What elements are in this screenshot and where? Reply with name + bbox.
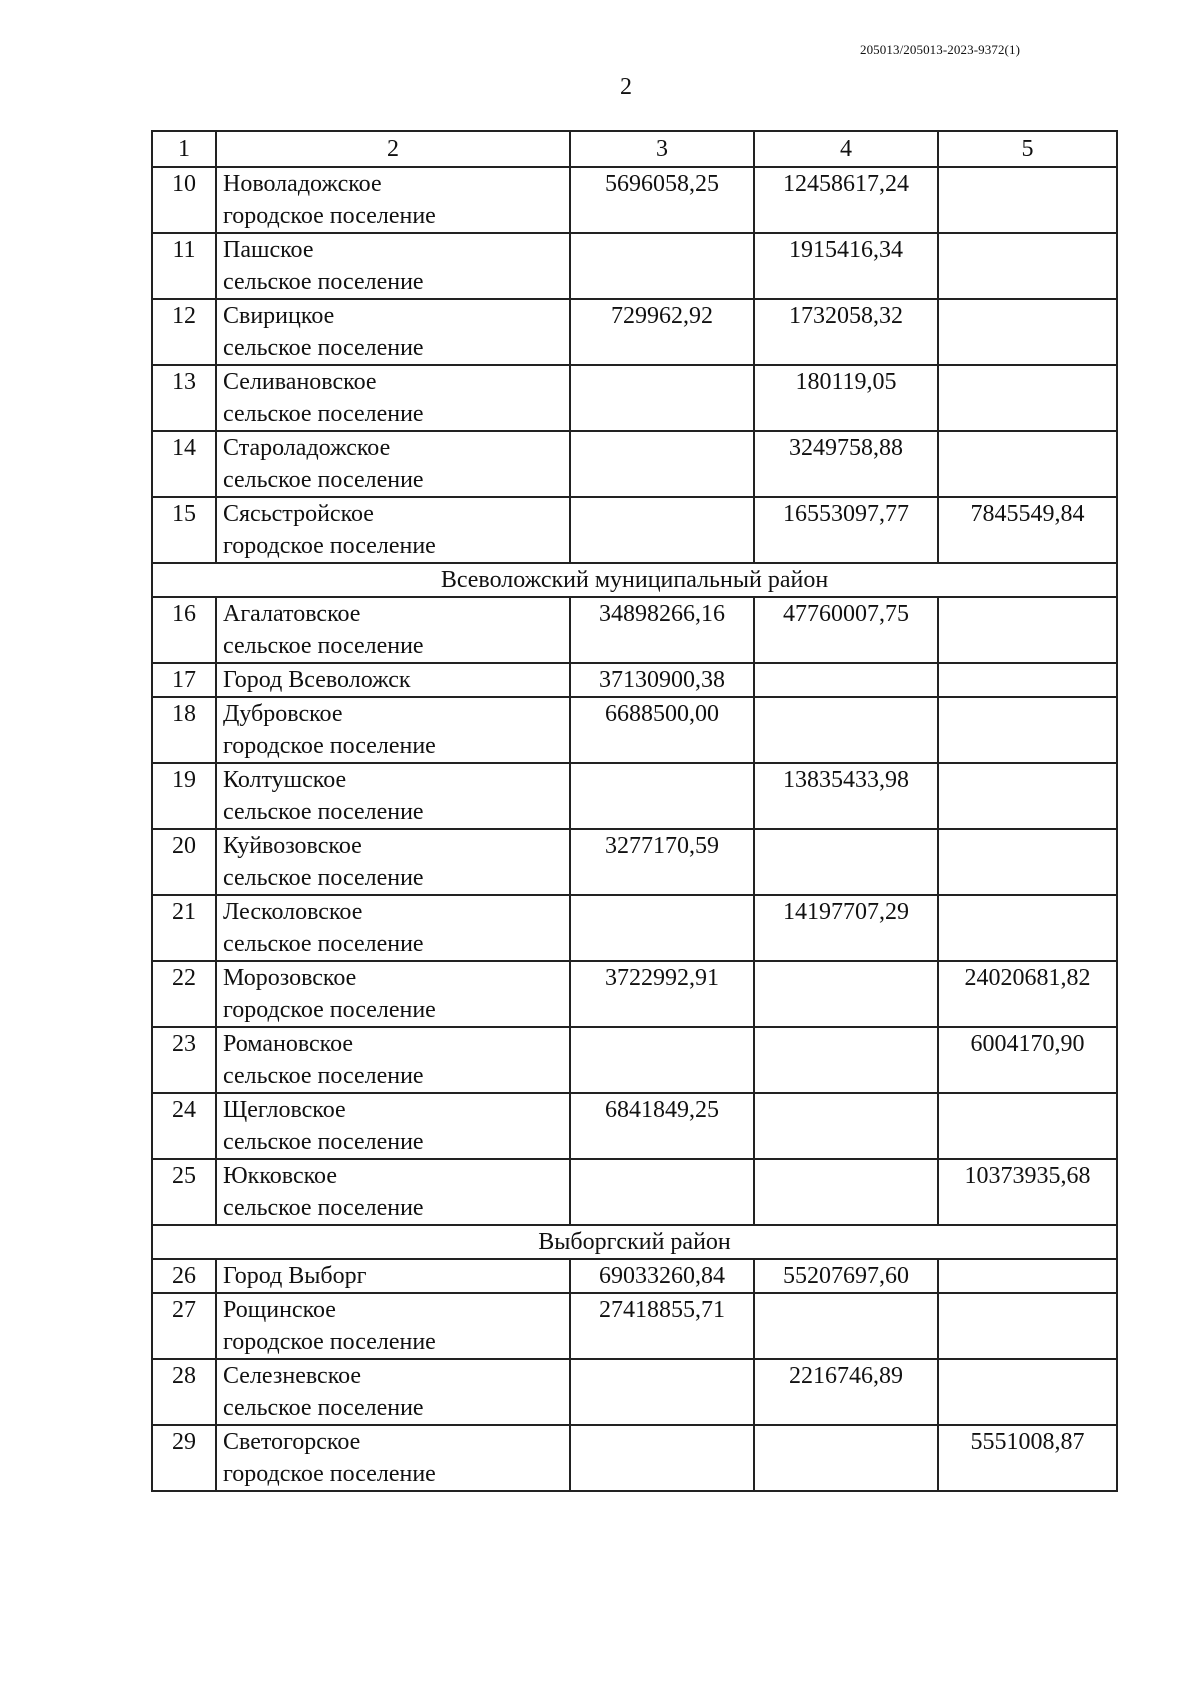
amount-c5: [938, 1259, 1117, 1293]
settlement-name: [216, 365, 570, 431]
column-header: 1: [152, 131, 216, 167]
settlement-name-line1: Юкковское: [223, 1163, 337, 1189]
row-number: 22: [152, 961, 216, 1027]
page-number: 2: [620, 74, 632, 100]
amount-c3: [570, 1359, 754, 1425]
settlement-name: [216, 299, 570, 365]
settlement-name-line1: Лесколовское: [223, 899, 363, 925]
row-number: 27: [152, 1293, 216, 1359]
amount-c4: [754, 663, 938, 697]
amount-c3: 34898266,16: [570, 597, 754, 663]
settlement-name-line1: Романовское: [223, 1031, 354, 1057]
district-header-row: [152, 1225, 1117, 1259]
amount-c3: [570, 1159, 754, 1225]
amount-c5: [938, 431, 1117, 497]
settlement-name: [216, 167, 570, 233]
amount-c5: [938, 829, 1117, 895]
row-number: 14: [152, 431, 216, 497]
row-number: 13: [152, 365, 216, 431]
amount-c5: 10373935,68: [938, 1159, 1117, 1225]
amount-c3: [570, 1027, 754, 1093]
row-number: 29: [152, 1425, 216, 1491]
settlement-type-line2: городское поселение: [223, 1329, 436, 1355]
amount-c5: 5551008,87: [938, 1425, 1117, 1491]
settlement-type-line2: городское поселение: [223, 533, 436, 559]
amount-c4: 1915416,34: [754, 233, 938, 299]
district-name: Выборгский район: [152, 1225, 1117, 1259]
amount-c4: [754, 961, 938, 1027]
amount-c3: 729962,92: [570, 299, 754, 365]
amount-c5: [938, 895, 1117, 961]
settlement-type-line2: сельское поселение: [223, 467, 424, 493]
table-row: [152, 1259, 1117, 1293]
amount-c3: 27418855,71: [570, 1293, 754, 1359]
amount-c3: 6688500,00: [570, 697, 754, 763]
settlement-name-line1: Светогорское: [223, 1429, 361, 1455]
amount-c4: 180119,05: [754, 365, 938, 431]
settlement-name-line1: Морозовское: [223, 965, 357, 991]
settlement-name: [216, 431, 570, 497]
settlement-name-line1: Куйвозовское: [223, 833, 362, 859]
settlement-type-line2: городское поселение: [223, 733, 436, 759]
amount-c3: [570, 763, 754, 829]
amount-c3: [570, 431, 754, 497]
amount-c3: [570, 233, 754, 299]
amount-c3: 3722992,91: [570, 961, 754, 1027]
settlement-name-line1: Пашское: [223, 237, 314, 263]
settlement-name: [216, 763, 570, 829]
row-number: 25: [152, 1159, 216, 1225]
table-row: [152, 1159, 1117, 1225]
settlement-name-line1: Селезневское: [223, 1363, 362, 1389]
amount-c4: 16553097,77: [754, 497, 938, 563]
settlement-name-line1: Щегловское: [223, 1097, 346, 1123]
row-number: 24: [152, 1093, 216, 1159]
amount-c5: [938, 1359, 1117, 1425]
table-row: [152, 233, 1117, 299]
amount-c4: [754, 1293, 938, 1359]
amount-c4: 13835433,98: [754, 763, 938, 829]
settlement-name: [216, 697, 570, 763]
settlement-name-line1: Староладожское: [223, 435, 391, 461]
settlement-name: [216, 1293, 570, 1359]
amount-c5: [938, 167, 1117, 233]
settlement-name: [216, 1259, 570, 1293]
table-row: [152, 299, 1117, 365]
table-row: [152, 763, 1117, 829]
settlement-type-line2: сельское поселение: [223, 931, 424, 957]
table-row: [152, 1359, 1117, 1425]
settlement-name: [216, 961, 570, 1027]
settlement-type-line2: городское поселение: [223, 203, 436, 229]
amount-c4: 47760007,75: [754, 597, 938, 663]
district-name: Всеволожский муниципальный район: [152, 563, 1117, 597]
amount-c5: [938, 1093, 1117, 1159]
amount-c4: [754, 697, 938, 763]
settlement-type-line2: городское поселение: [223, 997, 436, 1023]
amount-c4: 12458617,24: [754, 167, 938, 233]
settlement-name: [216, 829, 570, 895]
amount-c4: [754, 1425, 938, 1491]
table-body: [152, 167, 1117, 1491]
table-row: [152, 497, 1117, 563]
column-header: 3: [570, 131, 754, 167]
table-row: [152, 961, 1117, 1027]
table-row: [152, 829, 1117, 895]
settlement-type-line2: городское поселение: [223, 1461, 436, 1487]
amount-c4: [754, 829, 938, 895]
payments-table: [151, 130, 1118, 1492]
settlement-name-line1: Сясьстройское: [223, 501, 374, 527]
settlement-type-line2: сельское поселение: [223, 865, 424, 891]
table-row: [152, 167, 1117, 233]
settlement-type-line2: сельское поселение: [223, 335, 424, 361]
settlement-name: [216, 1027, 570, 1093]
settlement-type-line2: сельское поселение: [223, 1395, 424, 1421]
district-header-row: [152, 563, 1117, 597]
settlement-name: [216, 1359, 570, 1425]
settlement-name: [216, 895, 570, 961]
settlement-name-line1: Свирицкое: [223, 303, 335, 329]
settlement-name: [216, 1425, 570, 1491]
column-header: 4: [754, 131, 938, 167]
row-number: 12: [152, 299, 216, 365]
amount-c3: 37130900,38: [570, 663, 754, 697]
table-row: [152, 365, 1117, 431]
amount-c3: [570, 497, 754, 563]
amount-c4: [754, 1093, 938, 1159]
amount-c4: 2216746,89: [754, 1359, 938, 1425]
row-number: 26: [152, 1259, 216, 1293]
row-number: 20: [152, 829, 216, 895]
settlement-name: [216, 597, 570, 663]
settlement-name: [216, 1159, 570, 1225]
settlement-name-line1: Селивановское: [223, 369, 377, 395]
row-number: 15: [152, 497, 216, 563]
amount-c5: [938, 697, 1117, 763]
amount-c5: [938, 597, 1117, 663]
row-number: 17: [152, 663, 216, 697]
amount-c5: [938, 1293, 1117, 1359]
amount-c4: 1732058,32: [754, 299, 938, 365]
amount-c3: [570, 1425, 754, 1491]
table-row: [152, 697, 1117, 763]
settlement-name-line1: Колтушское: [223, 767, 347, 793]
table-row: [152, 1093, 1117, 1159]
column-header: 5: [938, 131, 1117, 167]
column-header: 2: [216, 131, 570, 167]
settlement-type-line2: сельское поселение: [223, 269, 424, 295]
amount-c3: 5696058,25: [570, 167, 754, 233]
settlement-type-line2: сельское поселение: [223, 633, 424, 659]
table-row: [152, 1425, 1117, 1491]
row-number: 21: [152, 895, 216, 961]
amount-c3: [570, 895, 754, 961]
amount-c5: [938, 233, 1117, 299]
table-row: [152, 1027, 1117, 1093]
settlement-name: [216, 497, 570, 563]
amount-c5: 24020681,82: [938, 961, 1117, 1027]
amount-c3: 69033260,84: [570, 1259, 754, 1293]
table-row: [152, 895, 1117, 961]
row-number: 23: [152, 1027, 216, 1093]
row-number: 28: [152, 1359, 216, 1425]
amount-c4: 14197707,29: [754, 895, 938, 961]
amount-c3: 3277170,59: [570, 829, 754, 895]
settlement-type-line2: сельское поселение: [223, 1129, 424, 1155]
amount-c5: [938, 663, 1117, 697]
amount-c5: 6004170,90: [938, 1027, 1117, 1093]
amount-c3: 6841849,25: [570, 1093, 754, 1159]
row-number: 18: [152, 697, 216, 763]
document-id: 205013/205013-2023-9372(1): [859, 42, 1020, 57]
settlement-name-line1: Город Всеволожск: [223, 667, 411, 693]
amount-c3: [570, 365, 754, 431]
amount-c5: [938, 299, 1117, 365]
table-row: [152, 597, 1117, 663]
table-row: [152, 663, 1117, 697]
amount-c4: [754, 1027, 938, 1093]
settlement-name-line1: Агалатовское: [223, 601, 361, 627]
settlement-name: [216, 1093, 570, 1159]
settlement-name-line1: Новоладожское: [223, 171, 382, 197]
amount-c5: 7845549,84: [938, 497, 1117, 563]
settlement-name-line1: Рощинское: [223, 1297, 336, 1323]
settlement-name: [216, 233, 570, 299]
table-row: [152, 1293, 1117, 1359]
settlement-name-line1: Дубровское: [223, 701, 343, 727]
row-number: 10: [152, 167, 216, 233]
settlement-type-line2: сельское поселение: [223, 1195, 424, 1221]
settlement-name-line1: Город Выборг: [223, 1263, 367, 1289]
amount-c4: 55207697,60: [754, 1259, 938, 1293]
column-number-row: [152, 131, 1117, 167]
amount-c5: [938, 763, 1117, 829]
amount-c4: 3249758,88: [754, 431, 938, 497]
amount-c4: [754, 1159, 938, 1225]
settlement-type-line2: сельское поселение: [223, 799, 424, 825]
row-number: 19: [152, 763, 216, 829]
settlement-name: [216, 663, 570, 697]
amount-c5: [938, 365, 1117, 431]
table-row: [152, 431, 1117, 497]
row-number: 16: [152, 597, 216, 663]
settlement-type-line2: сельское поселение: [223, 401, 424, 427]
settlement-type-line2: сельское поселение: [223, 1063, 424, 1089]
row-number: 11: [152, 233, 216, 299]
